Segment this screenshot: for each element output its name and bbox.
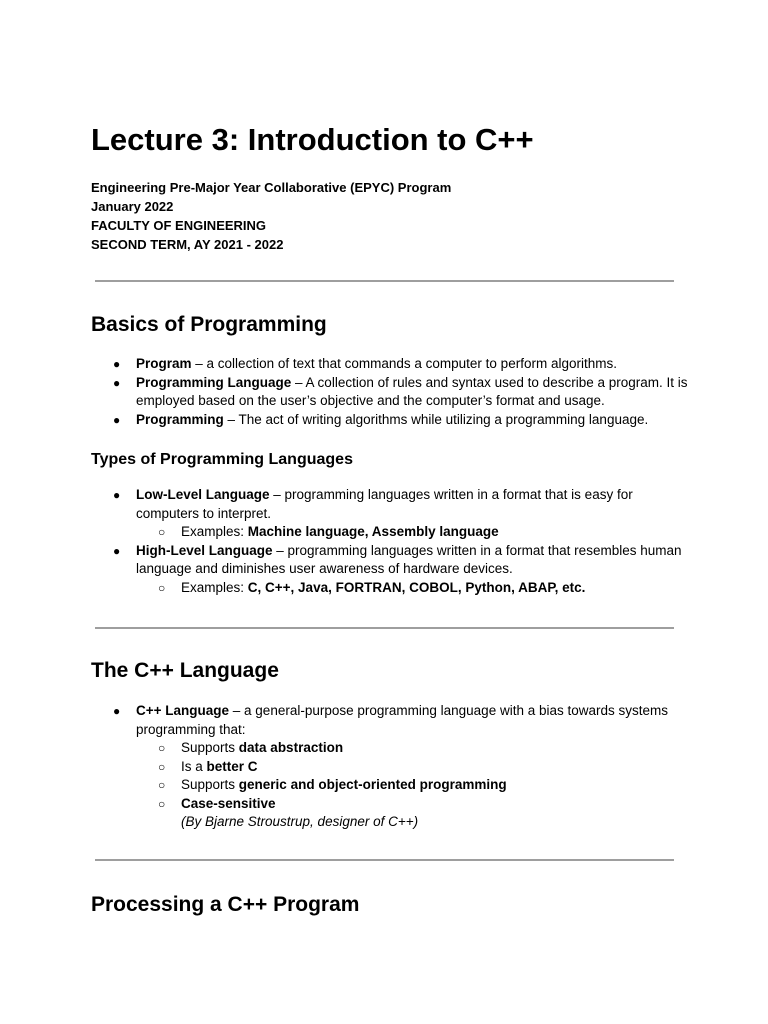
term-description: – A collection of rules and syntax used to describe a program. It is employed based on the user’s objective and the computer’s format and usage. [136, 374, 688, 408]
feature-label: data abstraction [238, 740, 344, 755]
feature-label: Case-sensitive [181, 795, 276, 811]
meta-program: Engineering Pre-Major Year Collaborative (EPYC) Program [91, 180, 452, 195]
feature-label: better C [206, 758, 258, 774]
circle-bullet-icon: ○ [158, 580, 166, 595]
term-description: – programming languages written in a format that resembles human language and diminishes user awareness of hardware devices. [136, 542, 682, 576]
meta-faculty: FACULTY OF ENGINEERING [91, 218, 267, 233]
basics-list [0, 355, 768, 429]
page-title: Lecture 3: Introduction to C++ [91, 122, 534, 157]
section-divider [95, 859, 674, 861]
sub-list-item [0, 776, 701, 795]
section-divider [95, 280, 674, 282]
term-description: – a collection of text that commands a computer to perform algorithms. [191, 356, 617, 371]
meta-date: January 2022 [91, 199, 174, 214]
term-description: – programming languages written in a format that is easy for computers to interpret. [136, 487, 633, 521]
feature-prefix: Supports [181, 740, 239, 755]
sub-list-item [0, 795, 701, 814]
sub-list-item [0, 579, 701, 598]
bullet-icon: ● [113, 543, 121, 558]
circle-bullet-icon: ○ [158, 778, 166, 792]
sub-list-item [0, 758, 701, 777]
examples-list: Machine language, Assembly language [247, 524, 499, 539]
section-divider [95, 627, 674, 629]
section-heading-basics: Basics of Programming [91, 313, 327, 336]
list-item [0, 374, 696, 411]
list-item [0, 702, 696, 739]
term-description: – The act of writing algorithms while utilizing a programming language. [223, 411, 649, 427]
types-list [0, 486, 768, 597]
bullet-icon: ● [113, 357, 121, 371]
list-item [0, 486, 696, 523]
meta-term: SECOND TERM, AY 2021 - 2022 [91, 237, 284, 252]
bullet-icon: ● [113, 704, 121, 718]
bullet-icon: ● [113, 412, 121, 427]
feature-prefix: Supports [181, 777, 239, 792]
bullet-icon: ● [113, 488, 121, 502]
term-label: C++ Language [136, 703, 230, 718]
circle-bullet-icon: ○ [158, 741, 166, 755]
cpp-list [0, 702, 768, 832]
term-label: Programming Language [136, 374, 292, 390]
feature-prefix: Is a [181, 758, 207, 774]
examples-prefix: Examples: [181, 524, 248, 539]
examples-list: C, C++, Java, FORTRAN, COBOL, Python, ABAP, etc. [247, 579, 586, 595]
subsection-heading-types: Types of Programming Languages [91, 451, 353, 468]
attribution: (By Bjarne Stroustrup, designer of C++) [181, 814, 419, 829]
sub-list-item [0, 739, 701, 758]
term-label: Program [136, 356, 192, 371]
examples-prefix: Examples: [181, 579, 248, 595]
section-heading-processing: Processing a C++ Program [91, 893, 360, 916]
bullet-icon: ● [113, 375, 121, 390]
feature-label: generic and object-oriented programming [238, 777, 507, 792]
document-meta [91, 178, 451, 254]
circle-bullet-icon: ○ [158, 525, 166, 539]
list-item [0, 411, 696, 430]
term-label: Programming [136, 411, 224, 427]
term-description: – a general-purpose programming language with a bias towards systems programming that: [136, 703, 669, 737]
circle-bullet-icon: ○ [158, 759, 166, 774]
list-item [0, 542, 696, 579]
sub-list-item [0, 523, 701, 542]
term-label: High-Level Language [136, 542, 273, 558]
term-label: Low-Level Language [136, 487, 270, 502]
list-item [0, 355, 696, 374]
circle-bullet-icon: ○ [158, 796, 166, 811]
section-heading-cpp: The C++ Language [91, 659, 279, 682]
